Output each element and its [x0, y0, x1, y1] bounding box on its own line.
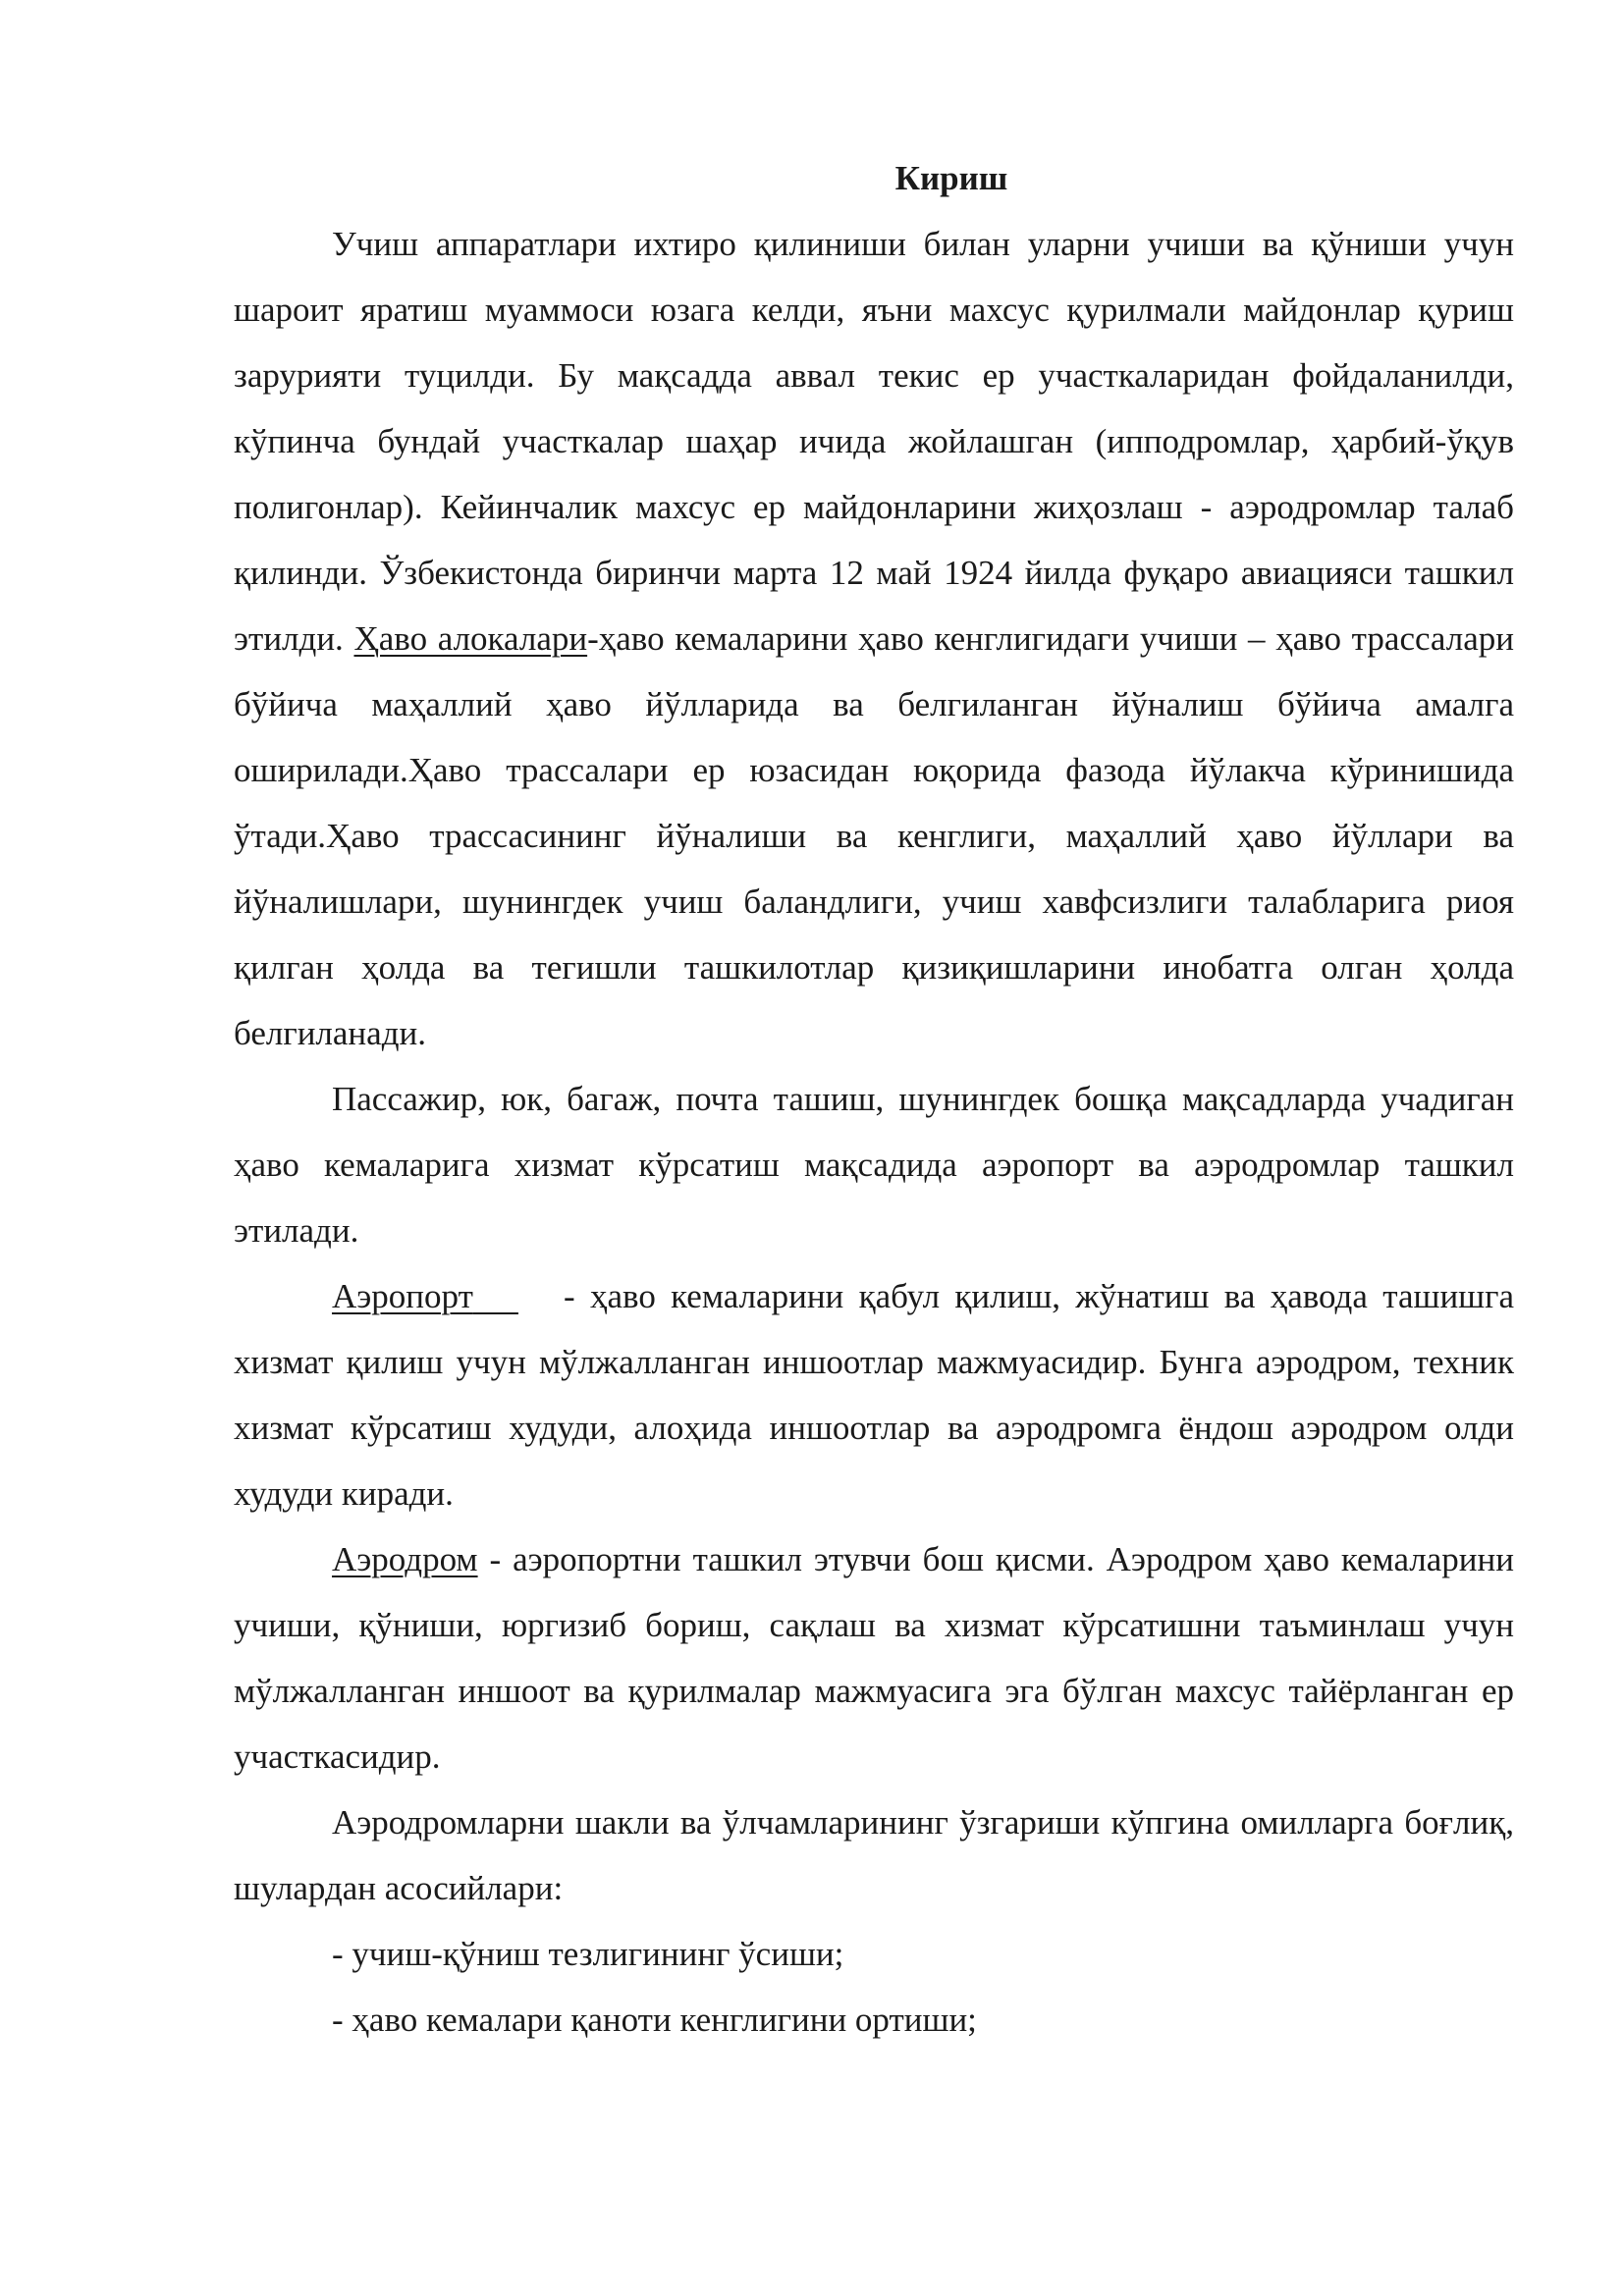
paragraph-passengers: Пассажир, юк, багаж, почта ташиш, шунингдек бошқа мақсадларда учадиган ҳаво кемаларига хизмат кўрсатиш мақсадида аэропорт ва аэродромлар ташкил этилади.	[234, 1080, 1514, 1250]
term-airport	[332, 1277, 518, 1315]
list-item: - учиш-қўниш тезлигининг ўсиши;	[332, 1935, 844, 1973]
document-body	[234, 145, 1514, 2053]
term-airport-label: Аэропорт	[332, 1277, 473, 1315]
paragraph-intro-text-a: Учиш аппаратлари ихтиро қилиниши билан уларни учиши ва қўниши учун шароит яратиш муаммоси юзага келди, яъни махсус қурилмали майдонлар қуриш зарурияти туцилди. Бу мақсадда аввал текис ер участкаларидан фойдаланилди, кўпинча бундай участкалар шаҳар ичида жойлашган (ипподромлар, ҳарбий-ўқув полигонлар). Кейинчалик махсус ер майдонларини жиҳозлаш - аэродромлар талаб қилинди. Ўзбекистонда биринчи марта 12 май 1924 йилда фуқаро авиацияси ташкил этилди.	[234, 225, 1514, 658]
paragraph-airport	[234, 1263, 1514, 1526]
paragraph-intro-text-b: -ҳаво кемаларини ҳаво кенглигидаги учиши – ҳаво трассалари бўйича маҳаллий ҳаво йўлларида ва белгиланган йўналиш бўйича амалга оширилади.Ҳаво трассалари ер юзасидан юқорида фазода йўлакча кўринишида ўтади.Ҳаво трассасининг йўналиши ва кенглиги, маҳаллий ҳаво йўллари ва йўналишлари, шунингдек учиш баландлиги, учиш хавфсизлиги талабларига риоя қилган ҳолда ва тегишли ташкилотлар қизиқишларини инобатга олган ҳолда белгиланади.	[234, 619, 1515, 1052]
term-air-communications: Ҳаво алокалари	[353, 619, 588, 658]
paragraph-factors: Аэродромларни шакли ва ўлчамларининг ўзгариши кўпгина омилларга боғлиқ, шулардан асосийлари:	[234, 1803, 1514, 1907]
term-aerodrome: Аэродром	[332, 1540, 478, 1578]
paragraph-aerodrome-text: - аэропортни ташкил этувчи бош қисми. Аэродром ҳаво кемаларини учиши, қўниши, юргизиб бориш, сақлаш ва хизмат кўрсатишни таъминлаш учун мўлжалланган иншоот ва қурилмалар мажмуасига эга бўлган махсус тайёрланган ер участкасидир.	[234, 1540, 1514, 1776]
paragraph-aerodrome	[234, 1526, 1514, 1789]
page-title: Кириш	[894, 159, 1008, 197]
paragraph-intro	[234, 211, 1514, 1066]
paragraph-airport-text: - ҳаво кемаларини қабул қилиш, жўнатиш ва ҳаводa ташишга хизмат қилиш учун мўлжалланган иншоотлар мажмуасидир. Бунга аэродром, техник хизмат кўрсатиш худуди, алоҳида иншоотлар ва аэродромга ёндош аэродром олди худуди киради.	[234, 1277, 1515, 1513]
list-item: - ҳаво кемалари қаноти кенглигини ортиши;	[332, 2001, 977, 2039]
